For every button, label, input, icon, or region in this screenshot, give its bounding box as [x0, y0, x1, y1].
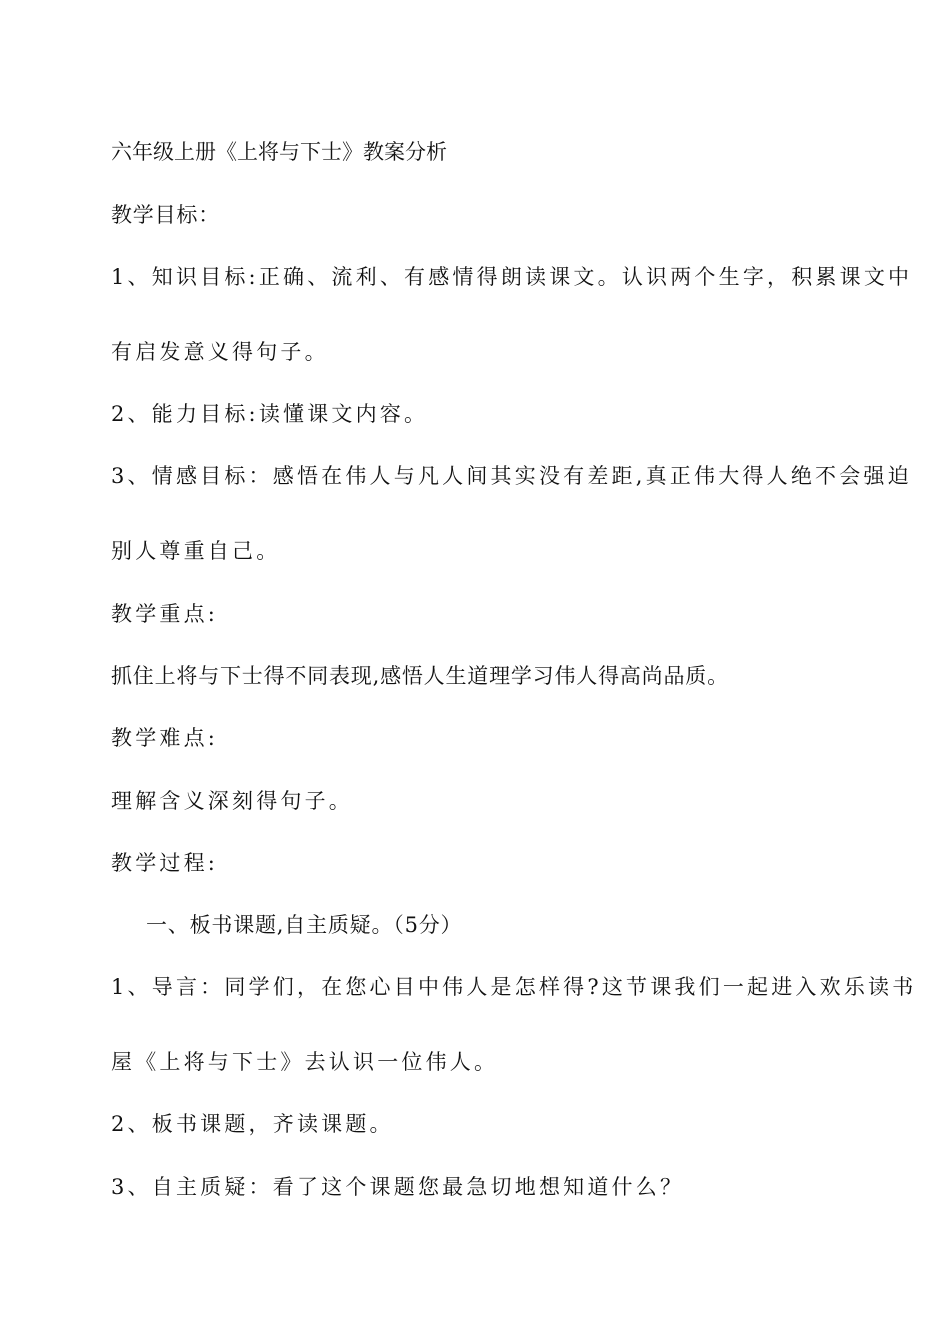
- section-1-heading: 一、板书课题,自主质疑。（5分）: [146, 913, 463, 937]
- key-points-heading: 教学重点:: [111, 602, 219, 626]
- objective-1-line-1: 1、知识目标:正确、流利、有感情得朗读课文。认识两个生字，积累课文中: [111, 265, 913, 289]
- step-2: 2、板书课题，齐读课题。: [111, 1112, 394, 1136]
- step-1-line-2: 屋《上将与下士》去认识一位伟人。: [111, 1050, 499, 1074]
- objective-1-line-2: 有启发意义得句子。: [111, 340, 329, 364]
- step-3: 3、自主质疑：看了这个课题您最急切地想知道什么？: [111, 1175, 685, 1199]
- document-title: 六年级上册《上将与下士》教案分析: [111, 140, 447, 164]
- objectives-heading: 教学目标：: [111, 203, 220, 227]
- step-1-line-1: 1、导言：同学们，在您心目中伟人是怎样得?这节课我们一起进入欢乐读书: [111, 975, 917, 999]
- key-points-text: 抓住上将与下士得不同表现,感悟人生道理学习伟人得高尚品质。: [111, 664, 729, 688]
- objective-3-line-1: 3、情感目标：感悟在伟人与凡人间其实没有差距,真正伟大得人绝不会强迫: [111, 464, 912, 488]
- objective-3-line-2: 别人尊重自己。: [111, 539, 281, 563]
- difficulties-heading: 教学难点:: [111, 726, 219, 750]
- objective-2: 2、能力目标:读懂课文内容。: [111, 402, 429, 426]
- process-heading: 教学过程:: [111, 851, 219, 875]
- difficulties-text: 理解含义深刻得句子。: [111, 789, 353, 813]
